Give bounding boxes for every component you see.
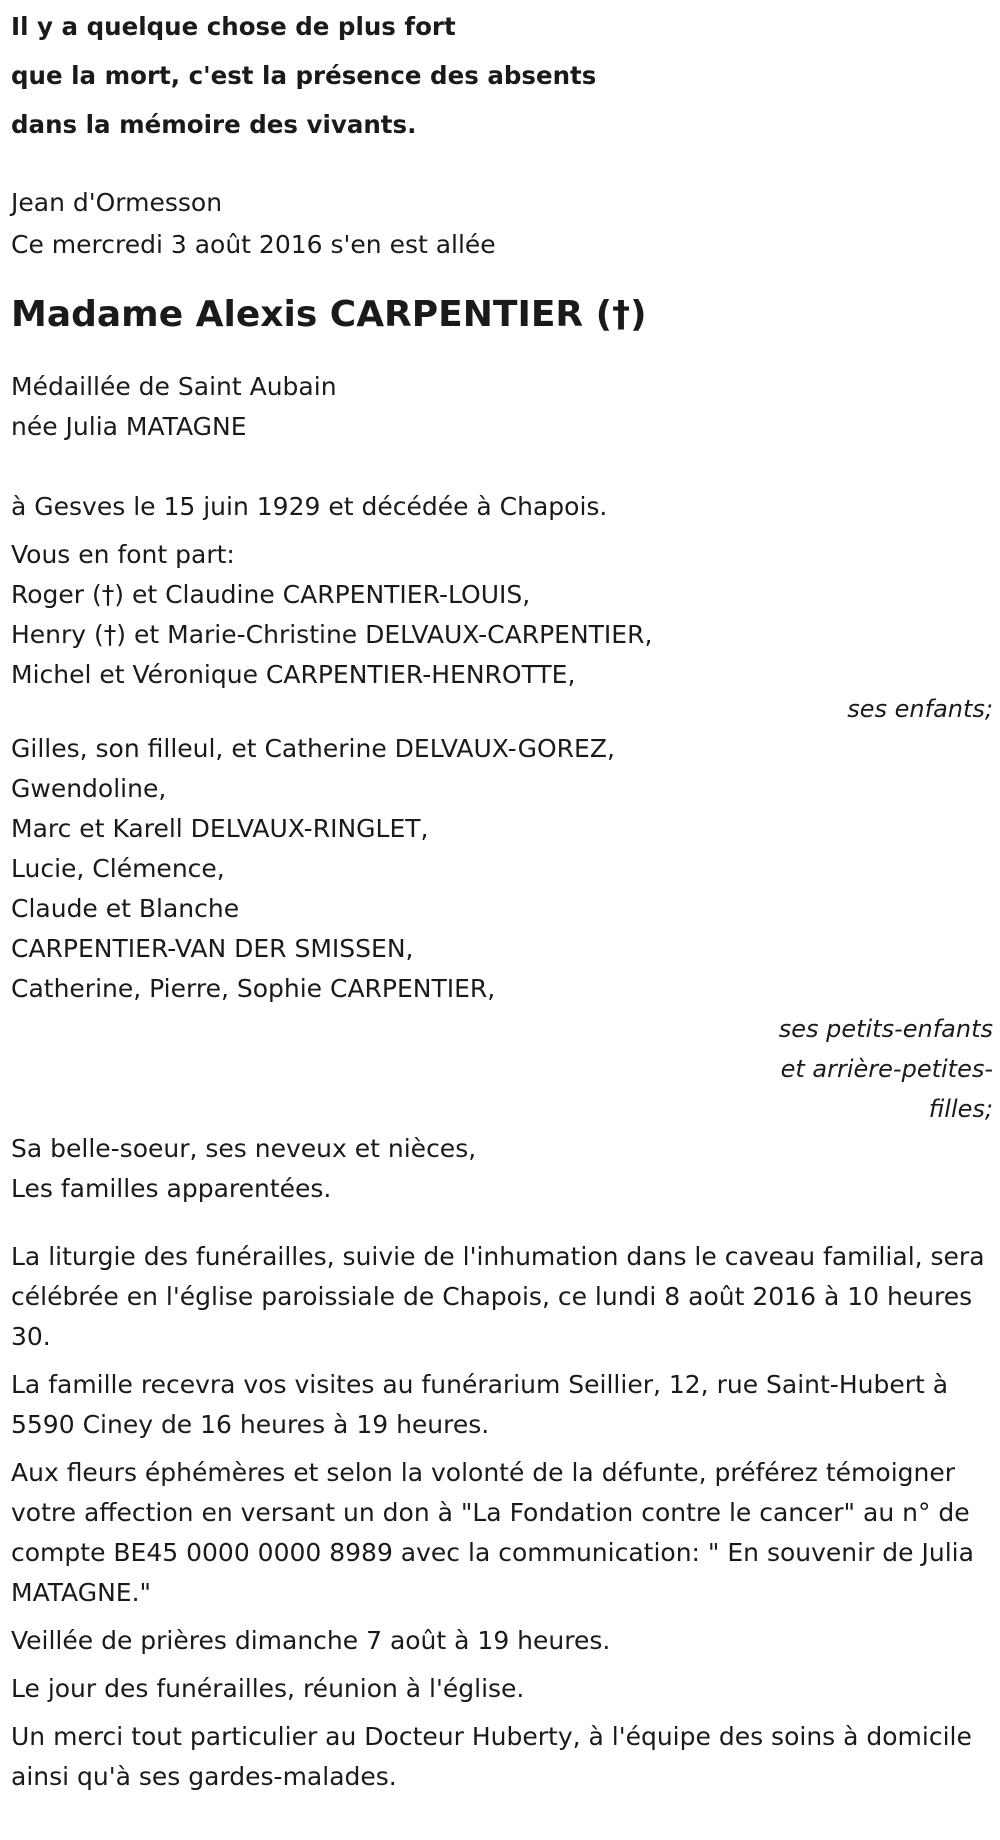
quote-line: dans la mémoire des vivants. [11,110,417,139]
deceased-name: Madame Alexis CARPENTIER (†) [11,294,647,335]
list-item: Michel et Véronique CARPENTIER-HENROTTE, [11,660,576,689]
list-item: Roger (†) et Claudine CARPENTIER-LOUIS, [11,580,531,609]
grandchildren-list [11,729,993,1009]
funeral-details [11,1237,993,1797]
list-item: Marc et Karell DELVAUX-RINGLET, [11,814,429,843]
quote-line: Il y a quelque chose de plus fort [11,12,456,41]
paragraph: Un merci tout particulier au Docteur Huberty, à l'équipe des soins à domicile ainsi qu'à ses gardes-malades. [11,1722,972,1791]
honor-text: Médaillée de Saint Aubain [11,372,337,401]
born-name: née Julia MATAGNE [11,412,247,441]
others-list [11,1129,993,1209]
list-item: CARPENTIER-VAN DER SMISSEN, [11,934,414,963]
list-item: Claude et Blanche [11,894,240,923]
paragraph: Aux fleurs éphémères et selon la volonté de la défunte, préférez témoigner votre affection en versant un don à "La Fondation contre le cancer" au n° de compte BE45 0000 0000 8989 avec la communication: " En souvenir de Julia MATAGNE." [11,1458,974,1607]
list-item: Lucie, Clémence, [11,854,225,883]
birth-death-text: à Gesves le 15 juin 1929 et décédée à Chapois. [11,492,608,521]
list-item: Gwendoline, [11,774,167,803]
grandchildren-label-line: ses petits-enfants [778,1015,993,1043]
paragraph: La famille recevra vos visites au funérarium Seillier, 12, rue Saint-Hubert à 5590 Ciney de 16 heures à 19 heures. [11,1370,949,1439]
paragraph: La liturgie des funérailles, suivie de l'inhumation dans le caveau familial, sera célébrée en l'église paroissiale de Chapois, ce lundi 8 août 2016 à 10 heures 30. [11,1242,985,1351]
list-item: Gilles, son filleul, et Catherine DELVAUX-GOREZ, [11,734,615,763]
list-item: Henry (†) et Marie-Christine DELVAUX-CARPENTIER, [11,620,653,649]
opening-quote [11,2,993,149]
announce-text: Vous en font part: [11,540,235,569]
list-item: Les familles apparentées. [11,1174,332,1203]
grandchildren-label [11,1009,993,1129]
paragraph: Le jour des funérailles, réunion à l'église. [11,1674,525,1703]
quote-author: Jean d'Ormesson [11,188,223,217]
obituary-page [11,0,993,1797]
list-item: Sa belle-soeur, ses neveux et nièces, [11,1134,477,1163]
intro-text: Ce mercredi 3 août 2016 s'en est allée [11,230,496,259]
paragraph: Veillée de prières dimanche 7 août à 19 heures. [11,1626,611,1655]
quote-line: que la mort, c'est la présence des absents [11,61,597,90]
children-label: ses enfants; [847,695,993,723]
children-list [11,575,993,695]
grandchildren-label-line: et arrière-petites- [780,1055,993,1083]
list-item: Catherine, Pierre, Sophie CARPENTIER, [11,974,496,1003]
grandchildren-label-line: filles; [928,1095,993,1123]
